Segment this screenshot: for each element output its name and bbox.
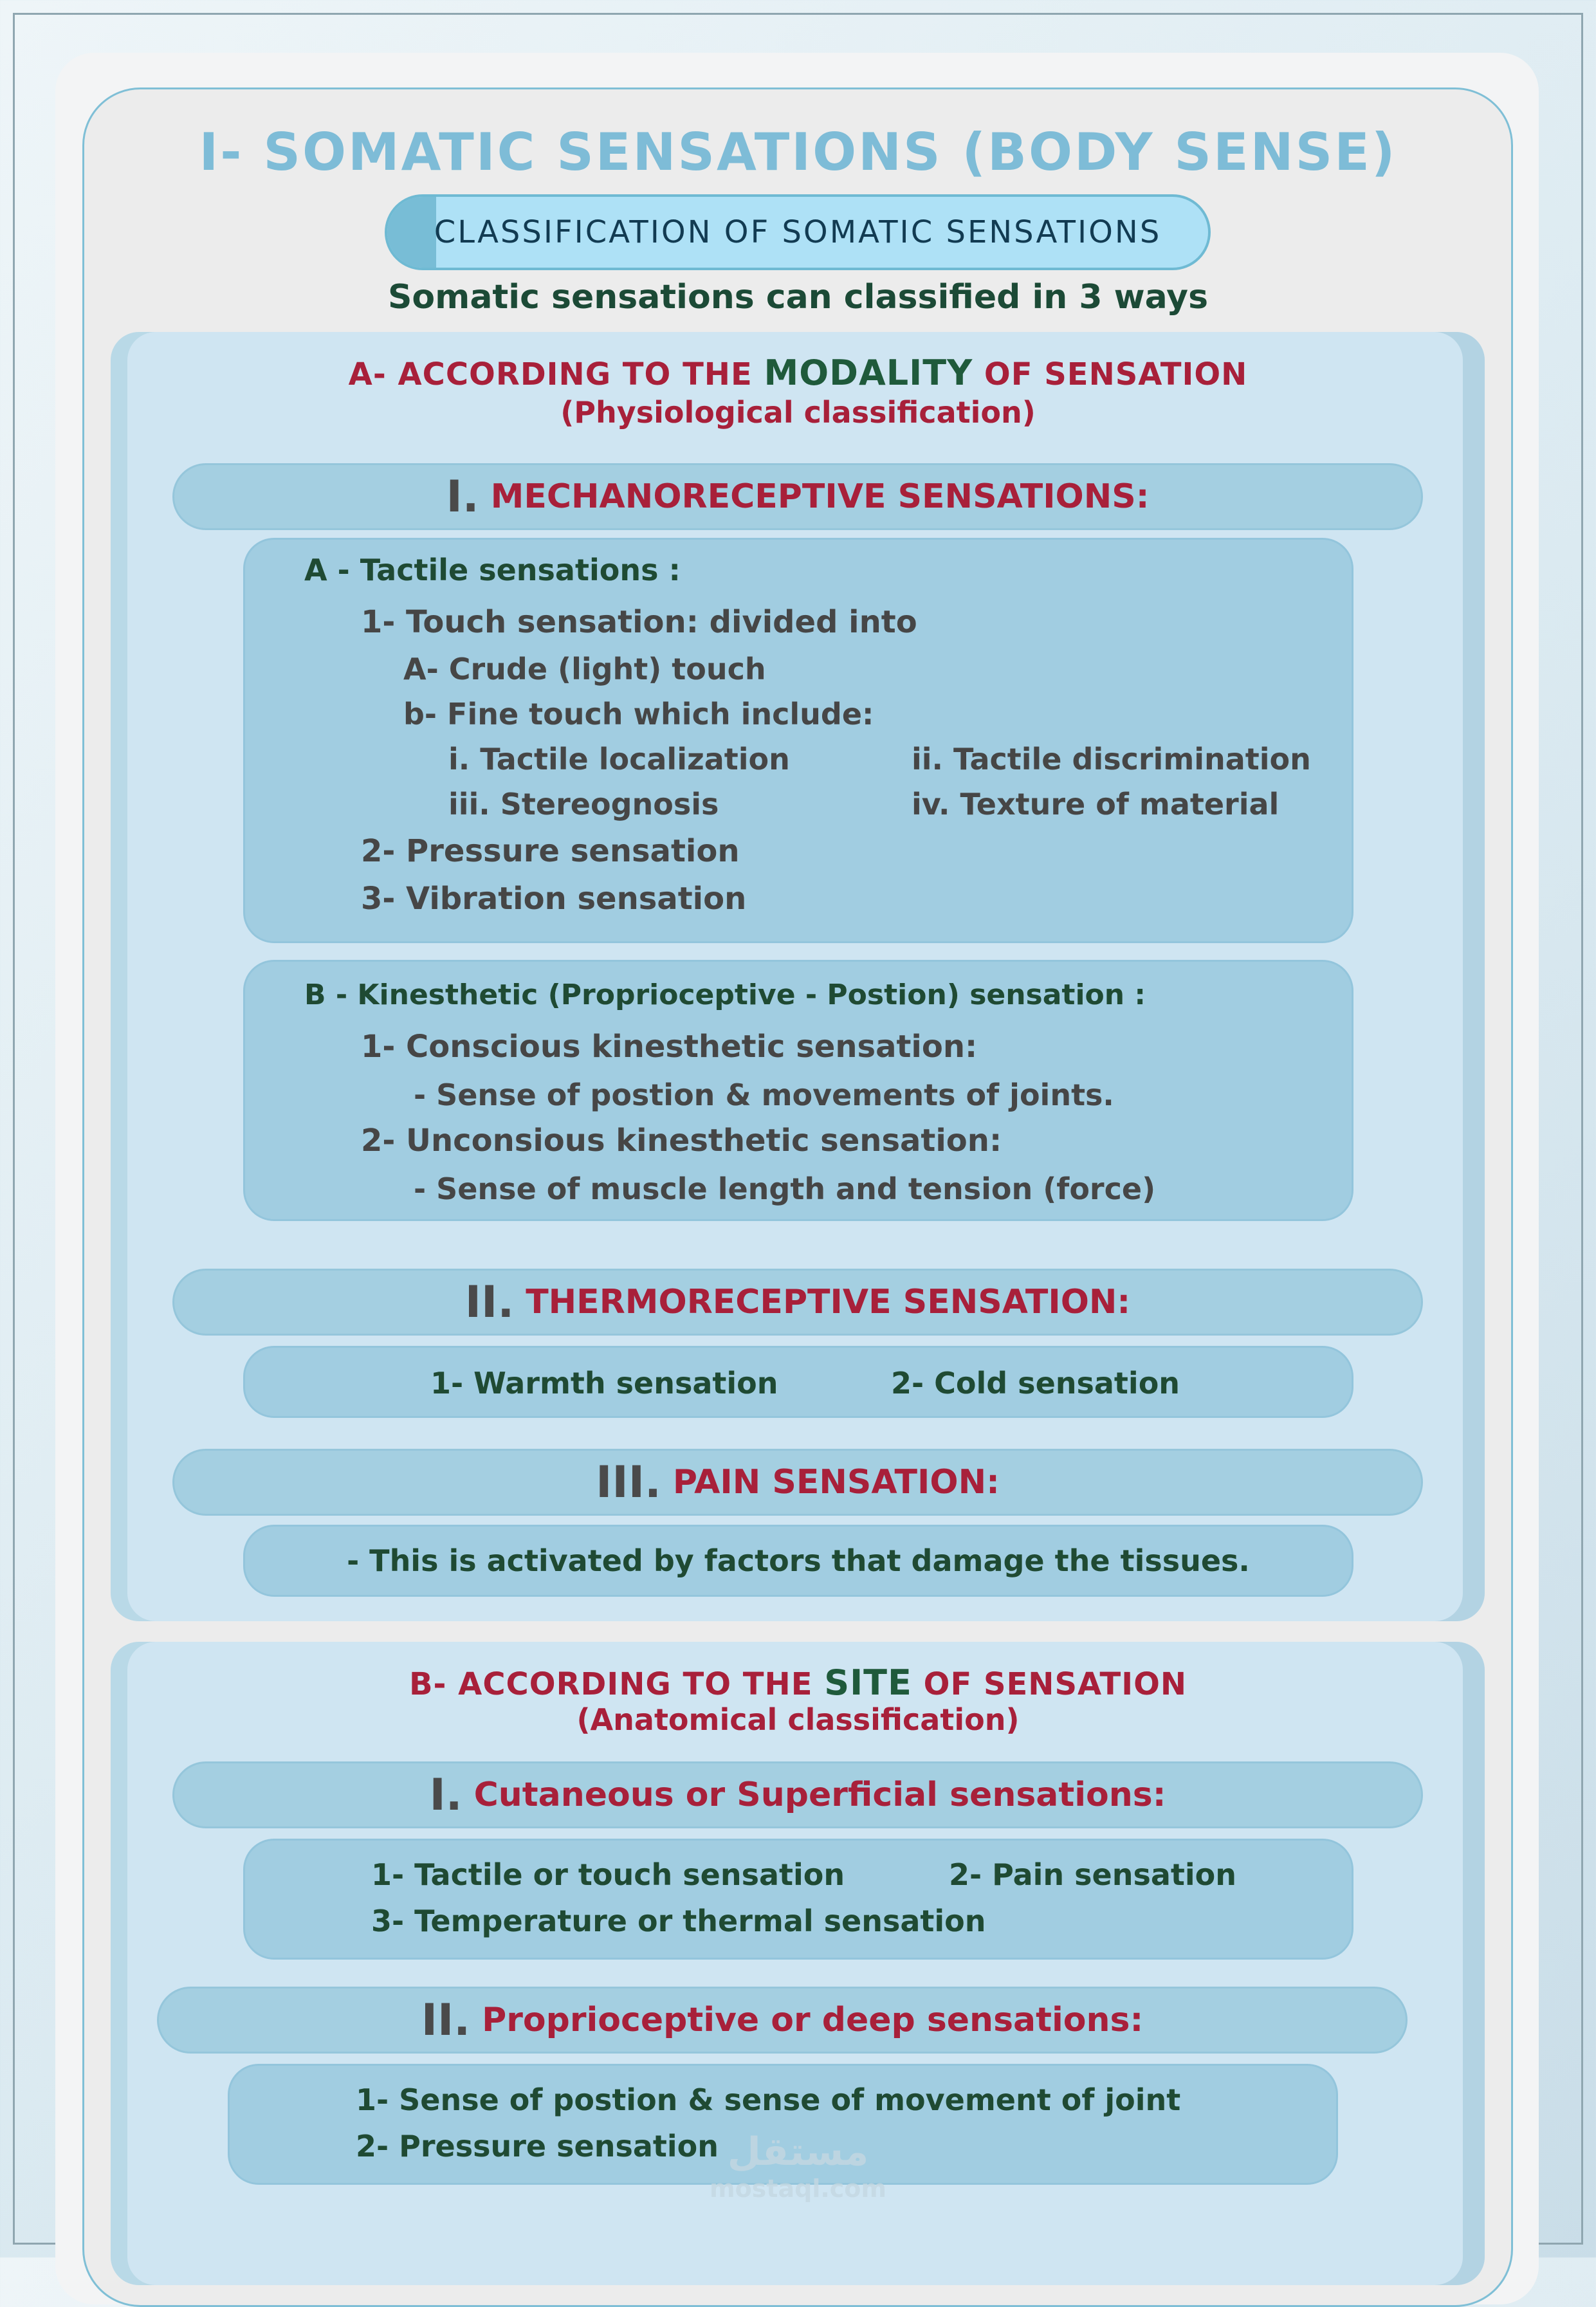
fine-touch-item: ii. Tactile discrimination [912,742,1311,777]
section-b-prefix: B- ACCORDING TO THE [408,1666,825,1702]
thermoreceptive-label: THERMORECEPTIVE SENSATION: [526,1283,1131,1321]
section-a-subtitle: (Physiological classification) [560,395,1036,430]
tactile-box [243,538,1353,943]
section-b-suffix: OF SENSATION [912,1666,1188,1702]
kinesthetic-box [243,960,1353,1221]
proprioceptive-number: II. [421,1994,471,2046]
pressure-item: 2- Pressure sensation [356,2129,719,2164]
kinesthetic-heading: B - Kinesthetic (Proprioceptive - Postion) sensation : [304,979,1146,1011]
section-a-keyword: MODALITY [764,353,973,393]
fine-touch-item: iii. Stereognosis [448,787,719,822]
proprioceptive-band [157,1987,1408,2054]
cutaneous-box [243,1839,1353,1960]
conscious-kinesthetic: 1- Conscious kinesthetic sensation: [361,1029,978,1065]
pain-number: III. [596,1457,661,1508]
pain-item: 2- Pain sensation [949,1857,1237,1892]
thermoreceptive-number: II. [464,1276,515,1328]
watermark [0,2129,1596,2203]
watermark-arabic: مستقل [727,2129,869,2174]
classification-label: CLASSIFICATION OF SOMATIC SENSATIONS [434,214,1162,250]
fine-touch: b- Fine touch which include: [403,697,874,731]
thermoreceptive-band [172,1269,1423,1336]
page-title: I- SOMATIC SENSATIONS (BODY SENSE) [199,122,1397,182]
position-movement-item: 1- Sense of postion & sense of movement of joint [356,2082,1181,2117]
pain-description: - This is activated by factors that damage the tissues. [347,1543,1250,1578]
tactile-heading: A - Tactile sensations : [304,553,681,587]
crude-touch: A- Crude (light) touch [403,652,766,686]
pain-band [172,1449,1423,1516]
cutaneous-label: Cutaneous or Superficial sensations: [473,1776,1166,1814]
section-b-subtitle: (Anatomical classification) [576,1702,1020,1737]
cutaneous-number: I. [429,1769,463,1821]
tactile-touch-item: 1- Tactile or touch sensation [371,1857,845,1892]
section-a-suffix: OF SENSATION [973,356,1248,392]
vibration-sensation: 3- Vibration sensation [361,881,747,917]
watermark-latin: mostaql.com [709,2174,887,2203]
classification-pill [385,194,1211,270]
pressure-sensation: 2- Pressure sensation [361,833,740,869]
conscious-kinesthetic-desc: - Sense of postion & movements of joints. [414,1078,1114,1112]
touch-sensation: 1- Touch sensation: divided into [361,604,917,640]
cutaneous-band [172,1761,1423,1828]
section-a-prefix: A- ACCORDING TO THE [348,356,764,392]
unconscious-kinesthetic: 2- Unconsious kinesthetic sensation: [361,1123,1002,1159]
section-b-keyword: SITE [824,1662,912,1703]
cold-sensation: 2- Cold sensation [891,1366,1180,1401]
section-b-heading [0,1662,1596,1703]
mechanoreceptive-number: I. [446,471,479,522]
mechanoreceptive-band [172,463,1423,530]
unconscious-kinesthetic-desc: - Sense of muscle length and tension (force) [414,1172,1156,1206]
intro-text: Somatic sensations can classified in 3 ways [387,278,1209,317]
section-a-heading [0,353,1596,393]
proprioceptive-label: Proprioceptive or deep sensations: [482,2001,1144,2039]
pain-box [243,1525,1353,1597]
fine-touch-item: iv. Texture of material [912,787,1280,822]
fine-touch-item: i. Tactile localization [448,742,790,777]
thermo-box [243,1346,1353,1418]
mechanoreceptive-label: MECHANORECEPTIVE SENSATIONS: [490,477,1150,516]
pain-label: PAIN SENSATION: [672,1463,1000,1502]
temperature-item: 3- Temperature or thermal sensation [371,1904,986,1938]
warmth-sensation: 1- Warmth sensation [430,1366,778,1401]
